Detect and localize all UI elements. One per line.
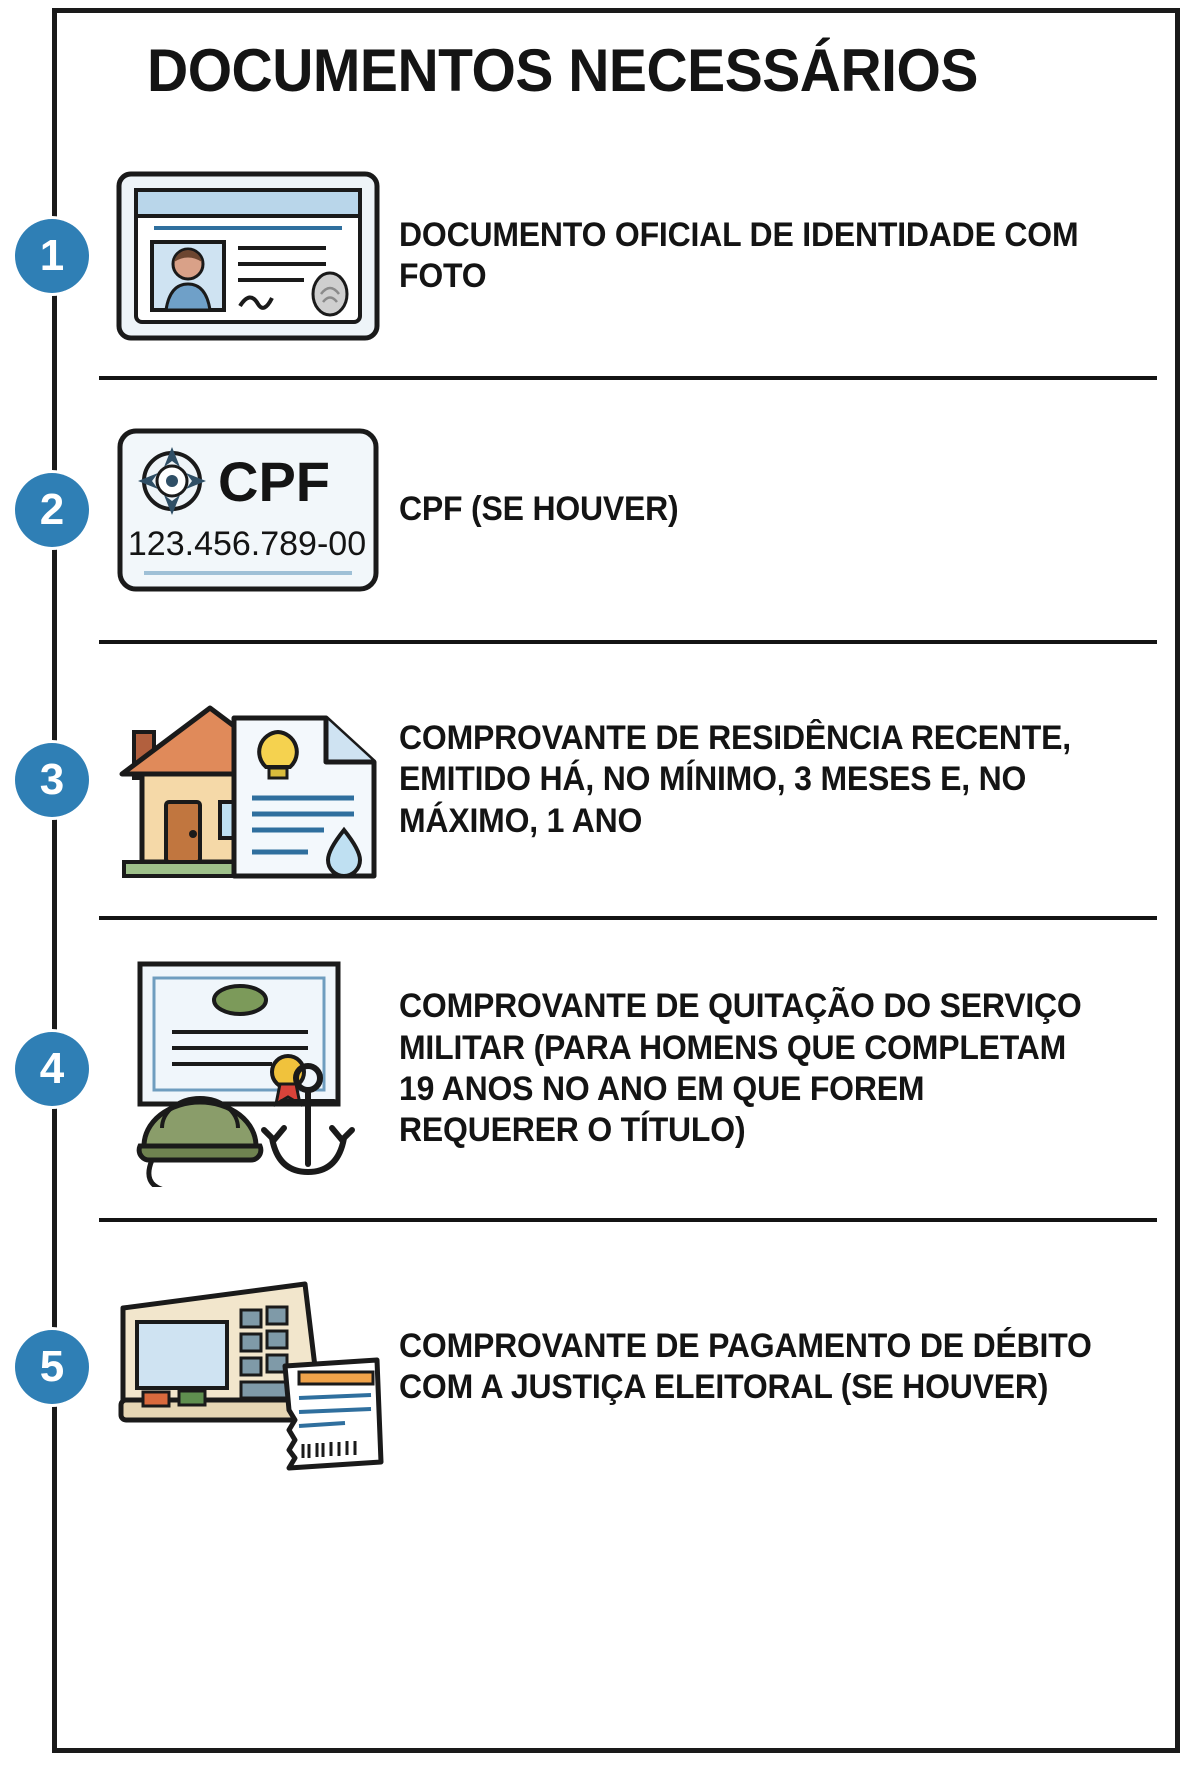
item-icon-cell [99, 670, 399, 890]
list-item [39, 916, 1157, 1218]
step-number-badge: 5 [15, 1330, 89, 1404]
item-icon-cell [99, 166, 399, 346]
item-label: DOCUMENTO OFICIAL DE IDENTIDADE COM FOTO [399, 215, 1079, 295]
step-number-badge: 2 [15, 473, 89, 547]
house-bill-icon [112, 670, 387, 890]
svg-text:CPF: CPF [218, 449, 330, 513]
step-number-badge: 3 [15, 743, 89, 817]
list-item [39, 1218, 1157, 1512]
item-label: COMPROVANTE DE PAGAMENTO DE DÉBITO COM A JUSTIÇA ELEITORAL (SE HOUVER) [399, 1326, 1092, 1406]
item-icon-cell [99, 423, 399, 598]
list-item [39, 136, 1157, 376]
requirements-list [39, 136, 1157, 1512]
list-item [39, 376, 1157, 640]
content-column [39, 13, 1175, 1748]
item-icon-cell [99, 952, 399, 1187]
step-number-badge: 1 [15, 219, 89, 293]
cpf-card-icon [114, 423, 384, 598]
id-card-icon [114, 166, 384, 346]
step-number-badge: 4 [15, 1032, 89, 1106]
item-label: COMPROVANTE DE QUITAÇÃO DO SERVIÇO MILITAR (PARA HOMENS QUE COMPLETAM 19 ANOS NO ANO EM QUE FOREM REQUERER O TÍTULO) [399, 987, 1082, 1150]
item-icon-cell [99, 1260, 399, 1475]
list-item [39, 640, 1157, 916]
content-frame [39, 8, 1180, 1753]
item-label: COMPROVANTE DE RESIDÊNCIA RECENTE, EMITIDO HÁ, NO MÍNIMO, 3 MESES E, NO MÁXIMO, 1 ANO [399, 718, 1071, 840]
item-label: CPF (SE HOUVER) [399, 490, 679, 529]
military-certificate-icon [112, 952, 387, 1187]
page-title: DOCUMENTOS NECESSÁRIOS [147, 37, 978, 104]
svg-text:123.456.789-00: 123.456.789-00 [127, 524, 367, 563]
voting-machine-receipt-icon [109, 1260, 389, 1475]
